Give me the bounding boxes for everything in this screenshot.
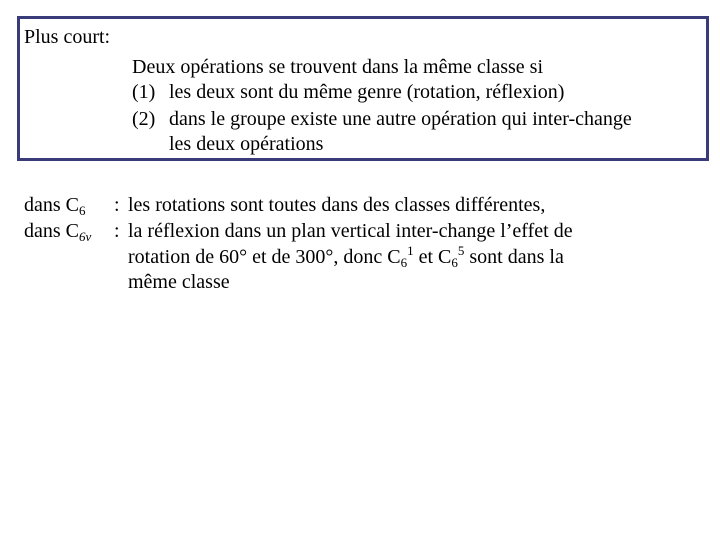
c6v-subscript: 6v bbox=[79, 229, 92, 244]
c6-prefix: dans C bbox=[24, 194, 79, 216]
c6v-sub-2: 6 bbox=[451, 255, 458, 270]
c6-text: les rotations sont toutes dans des classes différentes, bbox=[128, 194, 546, 216]
rule-heading: Plus court: bbox=[24, 26, 111, 48]
c6v-sup-1: 1 bbox=[407, 243, 414, 258]
c6v-text-line-1: la réflexion dans un plan vertical inter-change l’effet de bbox=[128, 220, 573, 242]
c6v-separator: : bbox=[114, 220, 120, 242]
c6v-label bbox=[24, 219, 91, 243]
c6v-line-2-start: rotation de 60° et de 300°, donc C bbox=[128, 246, 401, 268]
condition-2-text: dans le groupe existe une autre opération qui inter-change bbox=[169, 108, 632, 130]
c6v-text-line-3: même classe bbox=[128, 271, 230, 293]
condition-1-number: (1) bbox=[132, 81, 156, 103]
c6-subscript: 6 bbox=[79, 203, 86, 218]
rule-intro: Deux opérations se trouvent dans la même classe si bbox=[132, 56, 543, 78]
condition-2-number: (2) bbox=[132, 108, 156, 130]
c6v-sup-2: 5 bbox=[457, 243, 465, 258]
condition-1-text: les deux sont du même genre (rotation, réflexion) bbox=[169, 81, 565, 103]
c6v-text-line-2 bbox=[128, 245, 564, 269]
c6v-sub-1: 6 bbox=[400, 255, 408, 270]
c6v-middle: et C bbox=[413, 246, 452, 268]
c6-label bbox=[24, 193, 86, 217]
condition-2-text-cont: les deux opérations bbox=[169, 133, 324, 155]
c6v-prefix: dans C bbox=[24, 220, 79, 242]
c6-separator: : bbox=[114, 194, 120, 216]
c6v-line-2-end: sont dans la bbox=[464, 246, 564, 268]
